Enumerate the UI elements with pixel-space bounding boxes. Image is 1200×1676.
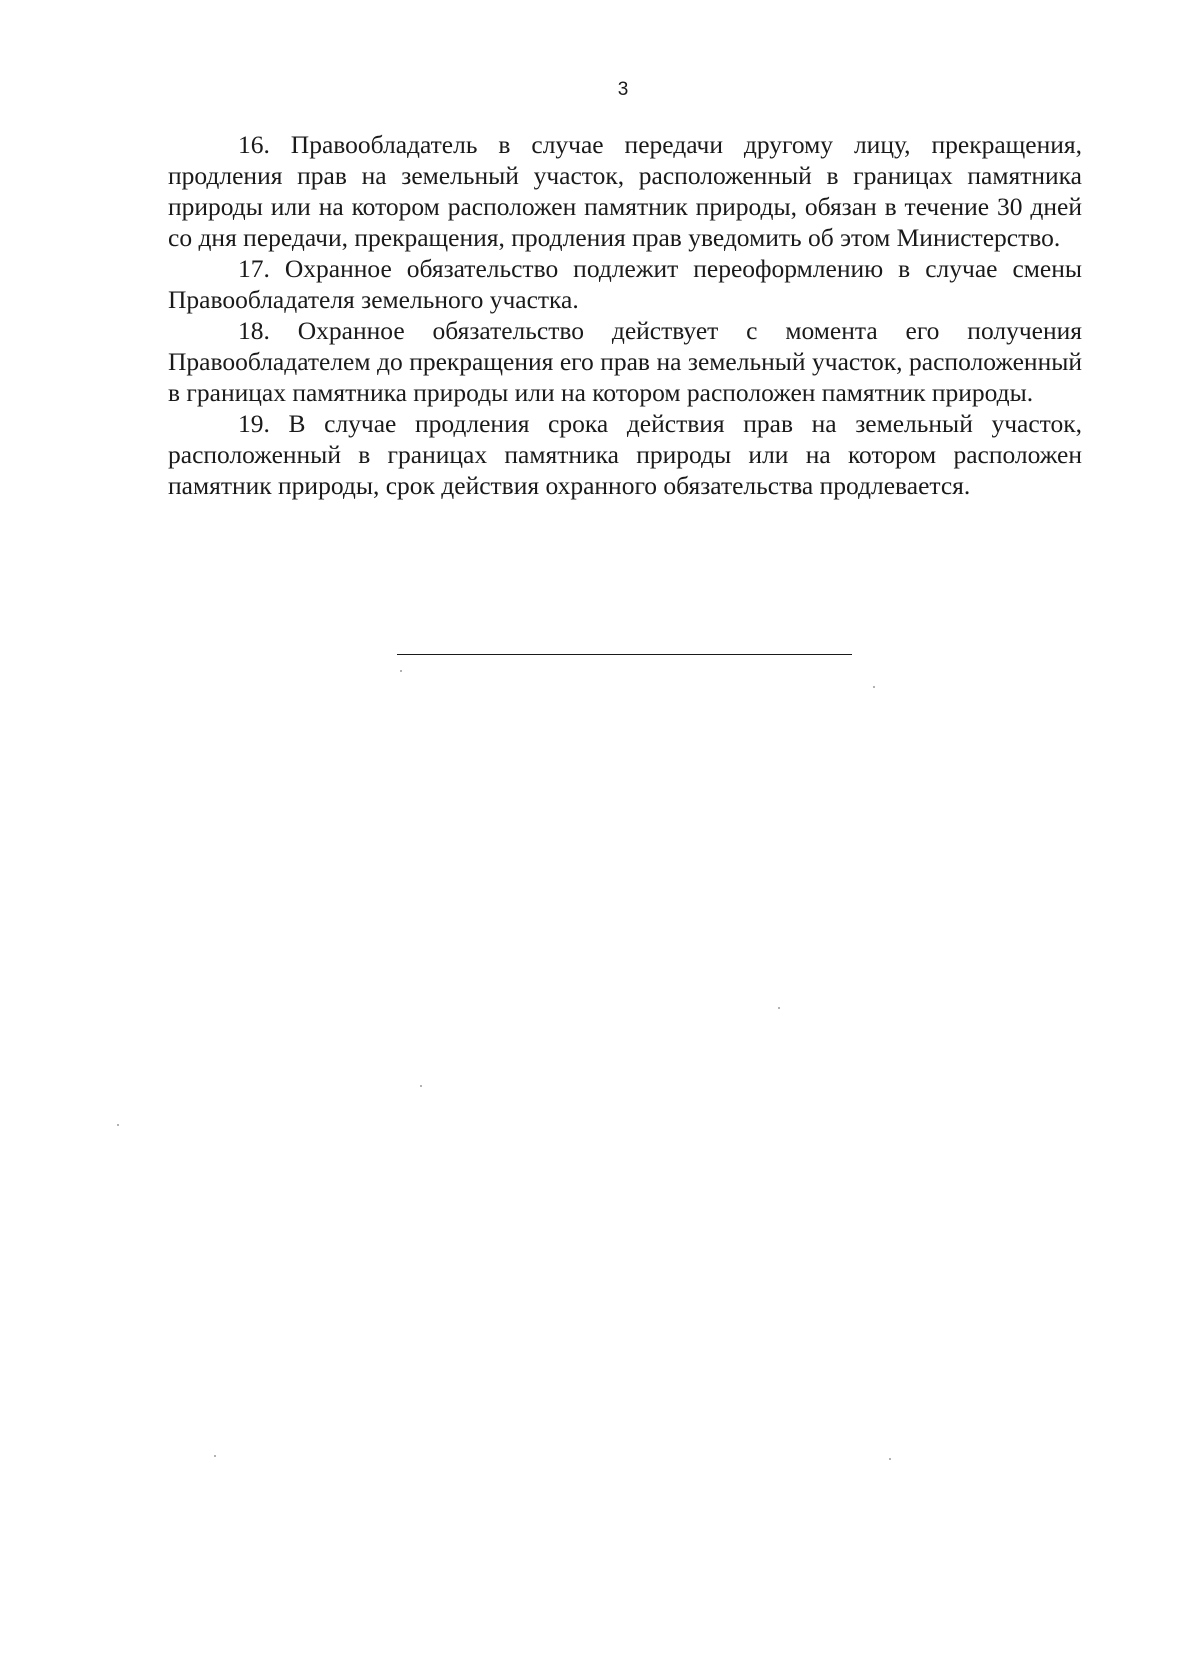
scan-speck bbox=[214, 1455, 216, 1457]
page-number: 3 bbox=[617, 79, 629, 100]
paragraph-17: 17. Охранное обязательство подлежит переоформлению в случае смены Правообладателя земельного участка. bbox=[168, 254, 1082, 314]
scan-speck bbox=[117, 1124, 119, 1126]
scan-speck bbox=[889, 1458, 891, 1460]
paragraph-19: 19. В случае продления срока действия прав на земельный участок, расположенный в границах памятника природы или на котором расположен памятник природы, срок действия охранного обязательства продлевается. bbox=[168, 409, 1082, 500]
end-separator-line bbox=[397, 654, 852, 655]
paragraph-18: 18. Охранное обязательство действует с момента его получения Правообладателем до прекращения его прав на земельный участок, расположенный в границах памятника природы или на котором расположен памятник природы. bbox=[168, 316, 1082, 407]
scan-speck bbox=[400, 670, 402, 672]
scan-speck bbox=[873, 686, 875, 688]
scan-speck bbox=[778, 1007, 780, 1009]
scan-speck bbox=[420, 1085, 422, 1087]
document-body bbox=[168, 129, 1082, 501]
paragraph-16: 16. Правообладатель в случае передачи другому лицу, прекращения, продления прав на земельный участок, расположенный в границах памятника природы или на котором расположен памятник природы, обязан в течение 30 дней со дня передачи, прекращения, продления прав уведомить об этом Министерство. bbox=[168, 130, 1082, 252]
